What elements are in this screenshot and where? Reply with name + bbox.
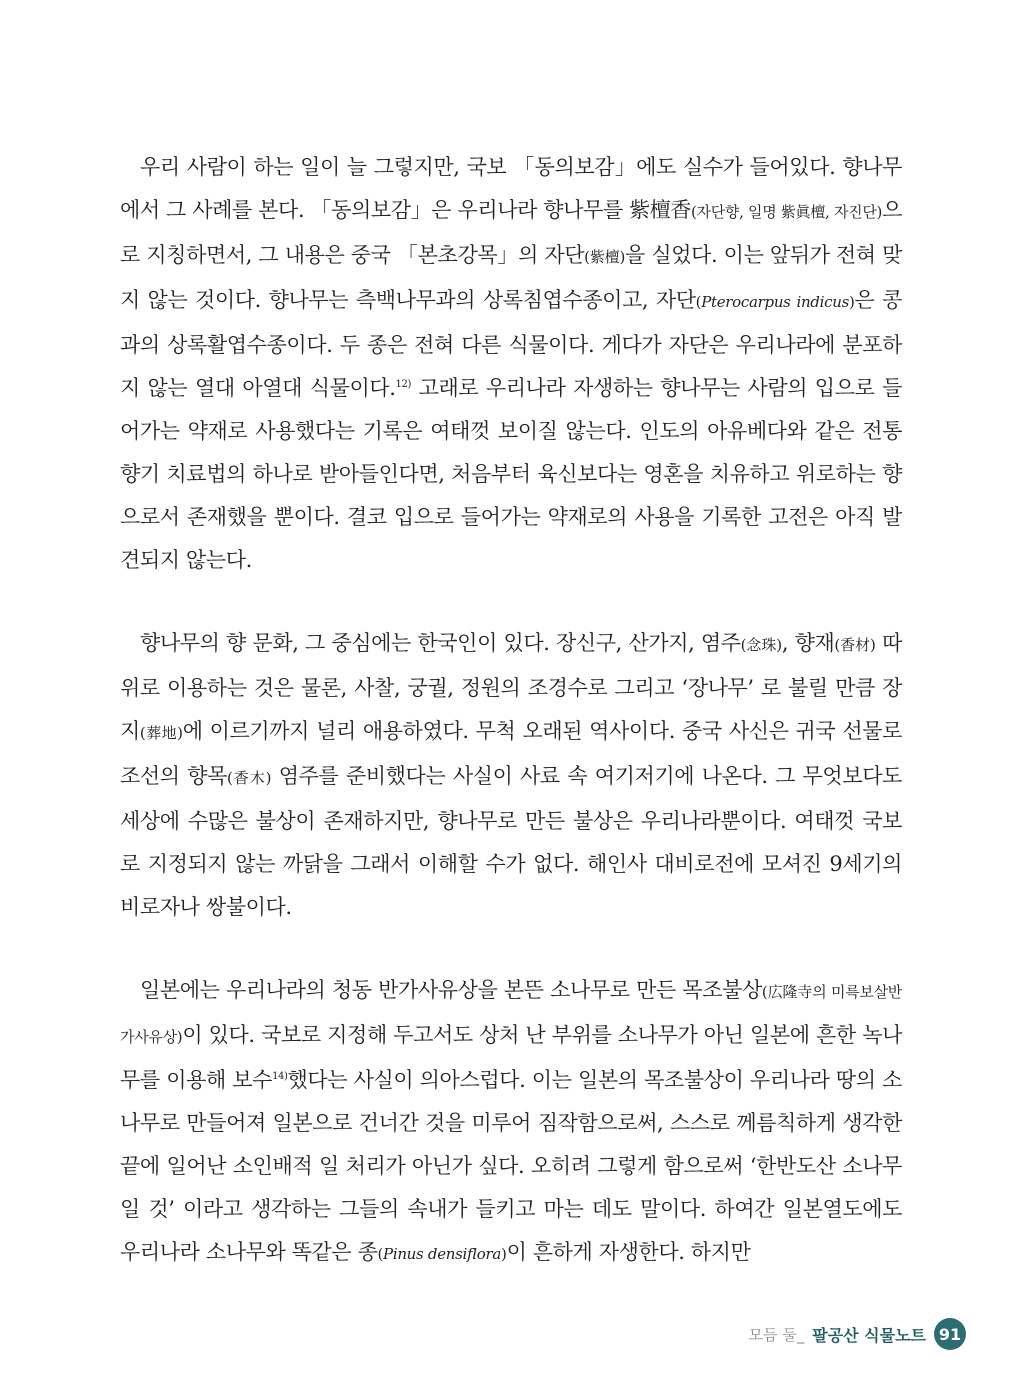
text-run: 이 있다. 국보로 지정해 두고서도 상처 난 부위를 소나무가 아닌 일본에 흔한 녹나무를 이용해 보수 bbox=[120, 1023, 902, 1092]
paragraph-1 bbox=[120, 146, 902, 582]
annotation-text: (자단향, 일명 紫眞檀, 자진단) bbox=[690, 203, 883, 221]
text-run: 염주를 준비했다는 사실이 사료 속 여기저기에 나온다. 그 무엇보다도 세상에 수많은 불상이 존재하지만, 향나무로 만든 불상은 우리나라뿐이다. 여태껏 국보로 지정되지 않는 까닭을 그래서 이해할 수가 없다. 해인사 대비로전에 모셔진 9세기의 비로자나 쌍불이다. bbox=[120, 764, 902, 919]
footnote-ref: 12) bbox=[395, 379, 411, 390]
paragraph-3 bbox=[120, 969, 902, 1276]
paragraph-2 bbox=[120, 622, 902, 929]
text-run: 에 이르기까지 널리 애용하였다. 무척 오래된 역사이다. 중국 사신은 귀국 선물로 조선의 향목 bbox=[120, 719, 903, 788]
text-run: 고래로 우리나라 자생하는 향나무는 사람의 입으로 들어가는 약재로 사용했다는 기록은 여태껏 보이질 않는다. 인도의 아유베다와 같은 전통 향기 치료법의 하나로 받아들인다면, 처음부터 육신보다는 영혼을 치유하고 위로하는 향으로서 존재했을 뿐이다. 결코 입으로 들어가는 약재로의 사용을 기록한 고전은 아직 발견되지 않는다. bbox=[120, 376, 902, 572]
footnote-ref: 14) bbox=[272, 1071, 288, 1082]
text-run: 을 실었다. 이는 앞뒤가 전혀 맞지 않는 것이다. 향나무는 측백나무과의 상록침엽수종이고, 자단 bbox=[120, 243, 902, 312]
text-run: 우리 사람이 하는 일이 늘 그렇지만, 국보 「동의보감」에도 실수가 들어있다. 향나무에서 그 사례를 본다. 「동의보감」은 우리나라 향나무를 紫檀香 bbox=[120, 155, 902, 222]
annotation-text: (念珠) bbox=[740, 636, 782, 654]
annotation-text: ) bbox=[848, 293, 855, 311]
text-run: 은 콩과의 상록활엽수종이다. 두 종은 전혀 다른 식물이다. 게다가 자단은 우리나라에 분포하지 않는 열대 아열대 식물이다. bbox=[120, 288, 902, 400]
text-run: , 향재 bbox=[781, 631, 835, 655]
text-run: 이 흔하게 자생한다. 하지만 bbox=[506, 1240, 751, 1264]
text-run: 향나무의 향 문화, 그 중심에는 한국인이 있다. 장신구, 산가지, 염주 bbox=[140, 631, 741, 655]
annotation-text: ( bbox=[695, 293, 702, 311]
annotation-text: ( bbox=[377, 1245, 384, 1263]
scientific-name: Pinus densiflora bbox=[383, 1245, 502, 1263]
annotation-text: ) bbox=[501, 1245, 507, 1263]
footer-section-label: 모듬 둘_ bbox=[748, 1325, 805, 1344]
scientific-name: Pterocarpus indicus bbox=[701, 293, 849, 311]
page-number-badge: 91 bbox=[934, 1318, 966, 1350]
annotation-text: (香木) bbox=[226, 769, 272, 787]
annotation-text: (紫檀) bbox=[584, 248, 626, 266]
annotation-text: (広隆寺의 미륵보살반가사유상) bbox=[120, 983, 902, 1046]
text-run: 으로 지칭하면서, 그 내용은 중국 「본초강목」의 자단 bbox=[120, 198, 902, 267]
page-footer bbox=[748, 1318, 966, 1350]
footer-book-title: 팔공산 식물노트 bbox=[812, 1325, 926, 1345]
text-run: 따위로 이용하는 것은 물론, 사찰, 궁궐, 정원의 조경수로 그리고 ‘장나무’ 로 불릴 만큼 장지 bbox=[120, 631, 902, 743]
annotation-text: (葬地) bbox=[139, 724, 183, 742]
text-run: 했다는 사실이 의아스럽다. 이는 일본의 목조불상이 우리나라 땅의 소나무로 만들어져 일본으로 건너간 것을 미루어 짐작함으로써, 스스로 께름칙하게 생각한 끝에 일어난 소인배적 일 처리가 아닌가 싶다. 오히려 그렇게 함으로써 ‘한반도산 소나무일 것’ 이라고 생각하는 그들의 속내가 들키고 마는 데도 말이다. 하여간 일본열도에도 우리나라 소나무와 똑같은 종 bbox=[120, 1068, 902, 1264]
body-text bbox=[120, 146, 902, 1316]
annotation-text: (香材) bbox=[834, 636, 876, 654]
text-run: 일본에는 우리나라의 청동 반가사유상을 본뜬 소나무로 만든 목조불상 bbox=[140, 978, 762, 1002]
